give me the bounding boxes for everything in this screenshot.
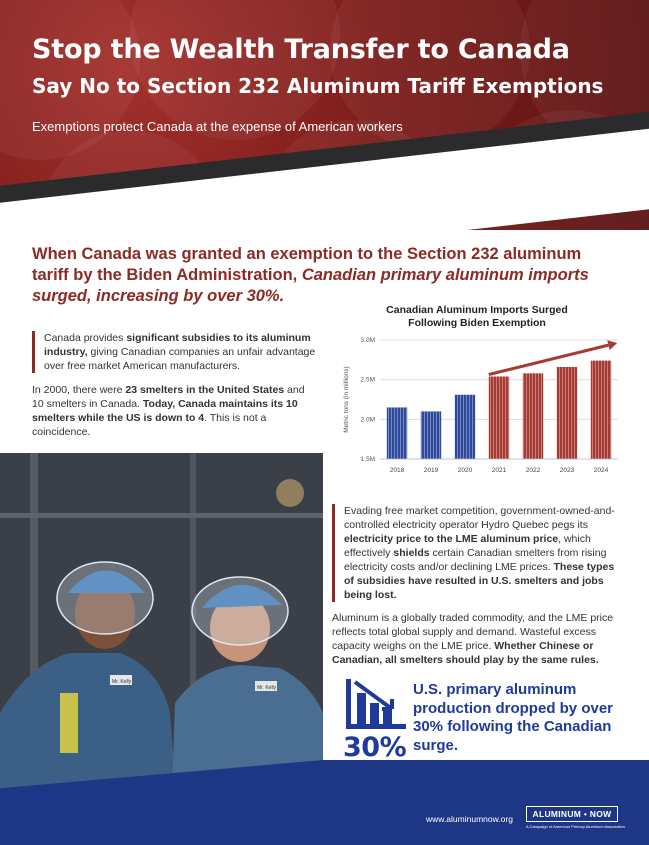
header-banner <box>0 0 649 230</box>
x-tick-label: 2021 <box>491 467 507 474</box>
page-title: Stop the Wealth Transfer to Canada <box>32 34 570 65</box>
text: . This is not a coincidence. <box>32 412 267 438</box>
face-shield <box>57 562 153 634</box>
bar <box>591 361 611 459</box>
imports-bar-chart <box>338 332 628 477</box>
lead-plain: When Canada was granted an exemption to the Section 232 aluminum tariff by the Biden Administration, <box>32 245 582 284</box>
name-badge-label: Mr. Kelly <box>112 679 132 685</box>
logo-wordmark: ALUMINUM • NOW <box>526 806 618 822</box>
x-tick-label: 2023 <box>559 467 575 474</box>
bar <box>489 376 509 459</box>
y-tick-label: 1.5M <box>360 456 375 463</box>
text-bold: These types of subsidies have resulted in U.S. smelters and jobs being lost. <box>344 561 615 601</box>
text: and 10 smelters in Canada. <box>32 384 305 410</box>
text-bold: Today, Canada maintains its 10 smelters while the US is down to 4 <box>32 398 298 424</box>
y-tick-label: 2.0M <box>360 416 375 424</box>
text: giving Canadian companies an unfair advantage over free market American manufacturers. <box>44 346 316 372</box>
name-badge-label: Mr. Kelly <box>257 685 277 691</box>
declining-bar-chart-icon <box>344 679 408 731</box>
logo-tagline: A Campaign of American Primary Aluminum Association <box>526 824 625 829</box>
y-tick-label: 3.0M <box>360 337 375 344</box>
website-link[interactable]: www.aluminumnow.org <box>426 814 513 824</box>
subsidies-callout <box>32 331 317 373</box>
stat-percent: 30% <box>343 732 407 763</box>
light-glow <box>276 479 304 507</box>
bar <box>421 411 441 459</box>
text: , which effectively <box>344 533 591 559</box>
x-tick-label: 2018 <box>389 467 405 474</box>
bar <box>387 407 407 459</box>
reflective-stripe <box>60 693 78 753</box>
bar <box>523 373 543 459</box>
x-tick-label: 2019 <box>423 467 439 474</box>
bar <box>557 367 577 459</box>
text: In 2000, there were <box>32 384 126 396</box>
text: Evading free market competition, government-owned-and-controlled electricity operator Hydro Quebec pegs its <box>344 505 615 531</box>
trend-arrow-head <box>607 340 617 350</box>
text: Aluminum is a globally traded commodity, and the LME price reflects total global supply and demand. Wasteful excess capacity weighs on the LME price. <box>332 612 614 652</box>
text: Canada provides <box>44 332 127 344</box>
x-tick-label: 2024 <box>593 467 609 474</box>
page-subtitle: Say No to Section 232 Aluminum Tariff Exemptions <box>32 74 604 98</box>
stat-text: U.S. primary aluminum production dropped by over 30% following the Canadian surge. <box>413 681 614 754</box>
production-stat <box>340 679 630 763</box>
text-bold: significant subsidies to its aluminum industry, <box>44 332 311 358</box>
hydro-quebec-callout <box>332 504 622 602</box>
text-bold: Whether Chinese or Canadian, all smelters should play by the same rules. <box>332 640 599 666</box>
smelter-paragraph <box>32 383 317 439</box>
right-column <box>332 504 622 667</box>
aluminum-now-logo <box>526 806 625 834</box>
text-bold: 23 smelters in the United States <box>125 384 285 396</box>
footer <box>0 760 649 845</box>
chart-title: Canadian Aluminum Imports Surged Following Biden Exemption <box>386 304 568 329</box>
railing <box>0 513 323 518</box>
y-tick-label: 2.5M <box>360 376 375 384</box>
text: certain Canadian smelters from rising electricity costs and/or declining LME prices. <box>344 547 607 573</box>
page-tagline: Exemptions protect Canada at the expense of American workers <box>32 119 403 134</box>
text-bold: shields <box>393 547 430 559</box>
lme-paragraph <box>332 611 622 667</box>
trend-arrow-line <box>489 345 609 374</box>
x-tick-label: 2022 <box>525 467 541 474</box>
face-shield <box>192 577 288 645</box>
y-axis-label: Metric tons (in millions) <box>343 366 350 433</box>
x-tick-label: 2020 <box>457 467 473 474</box>
text-bold: electricity price to the LME aluminum price <box>344 533 559 545</box>
left-column <box>32 331 317 439</box>
bar <box>455 395 475 459</box>
lead-statement <box>32 244 622 307</box>
lead-emphasis: Canadian primary aluminum imports surged, increasing by over 30%. <box>32 266 589 305</box>
